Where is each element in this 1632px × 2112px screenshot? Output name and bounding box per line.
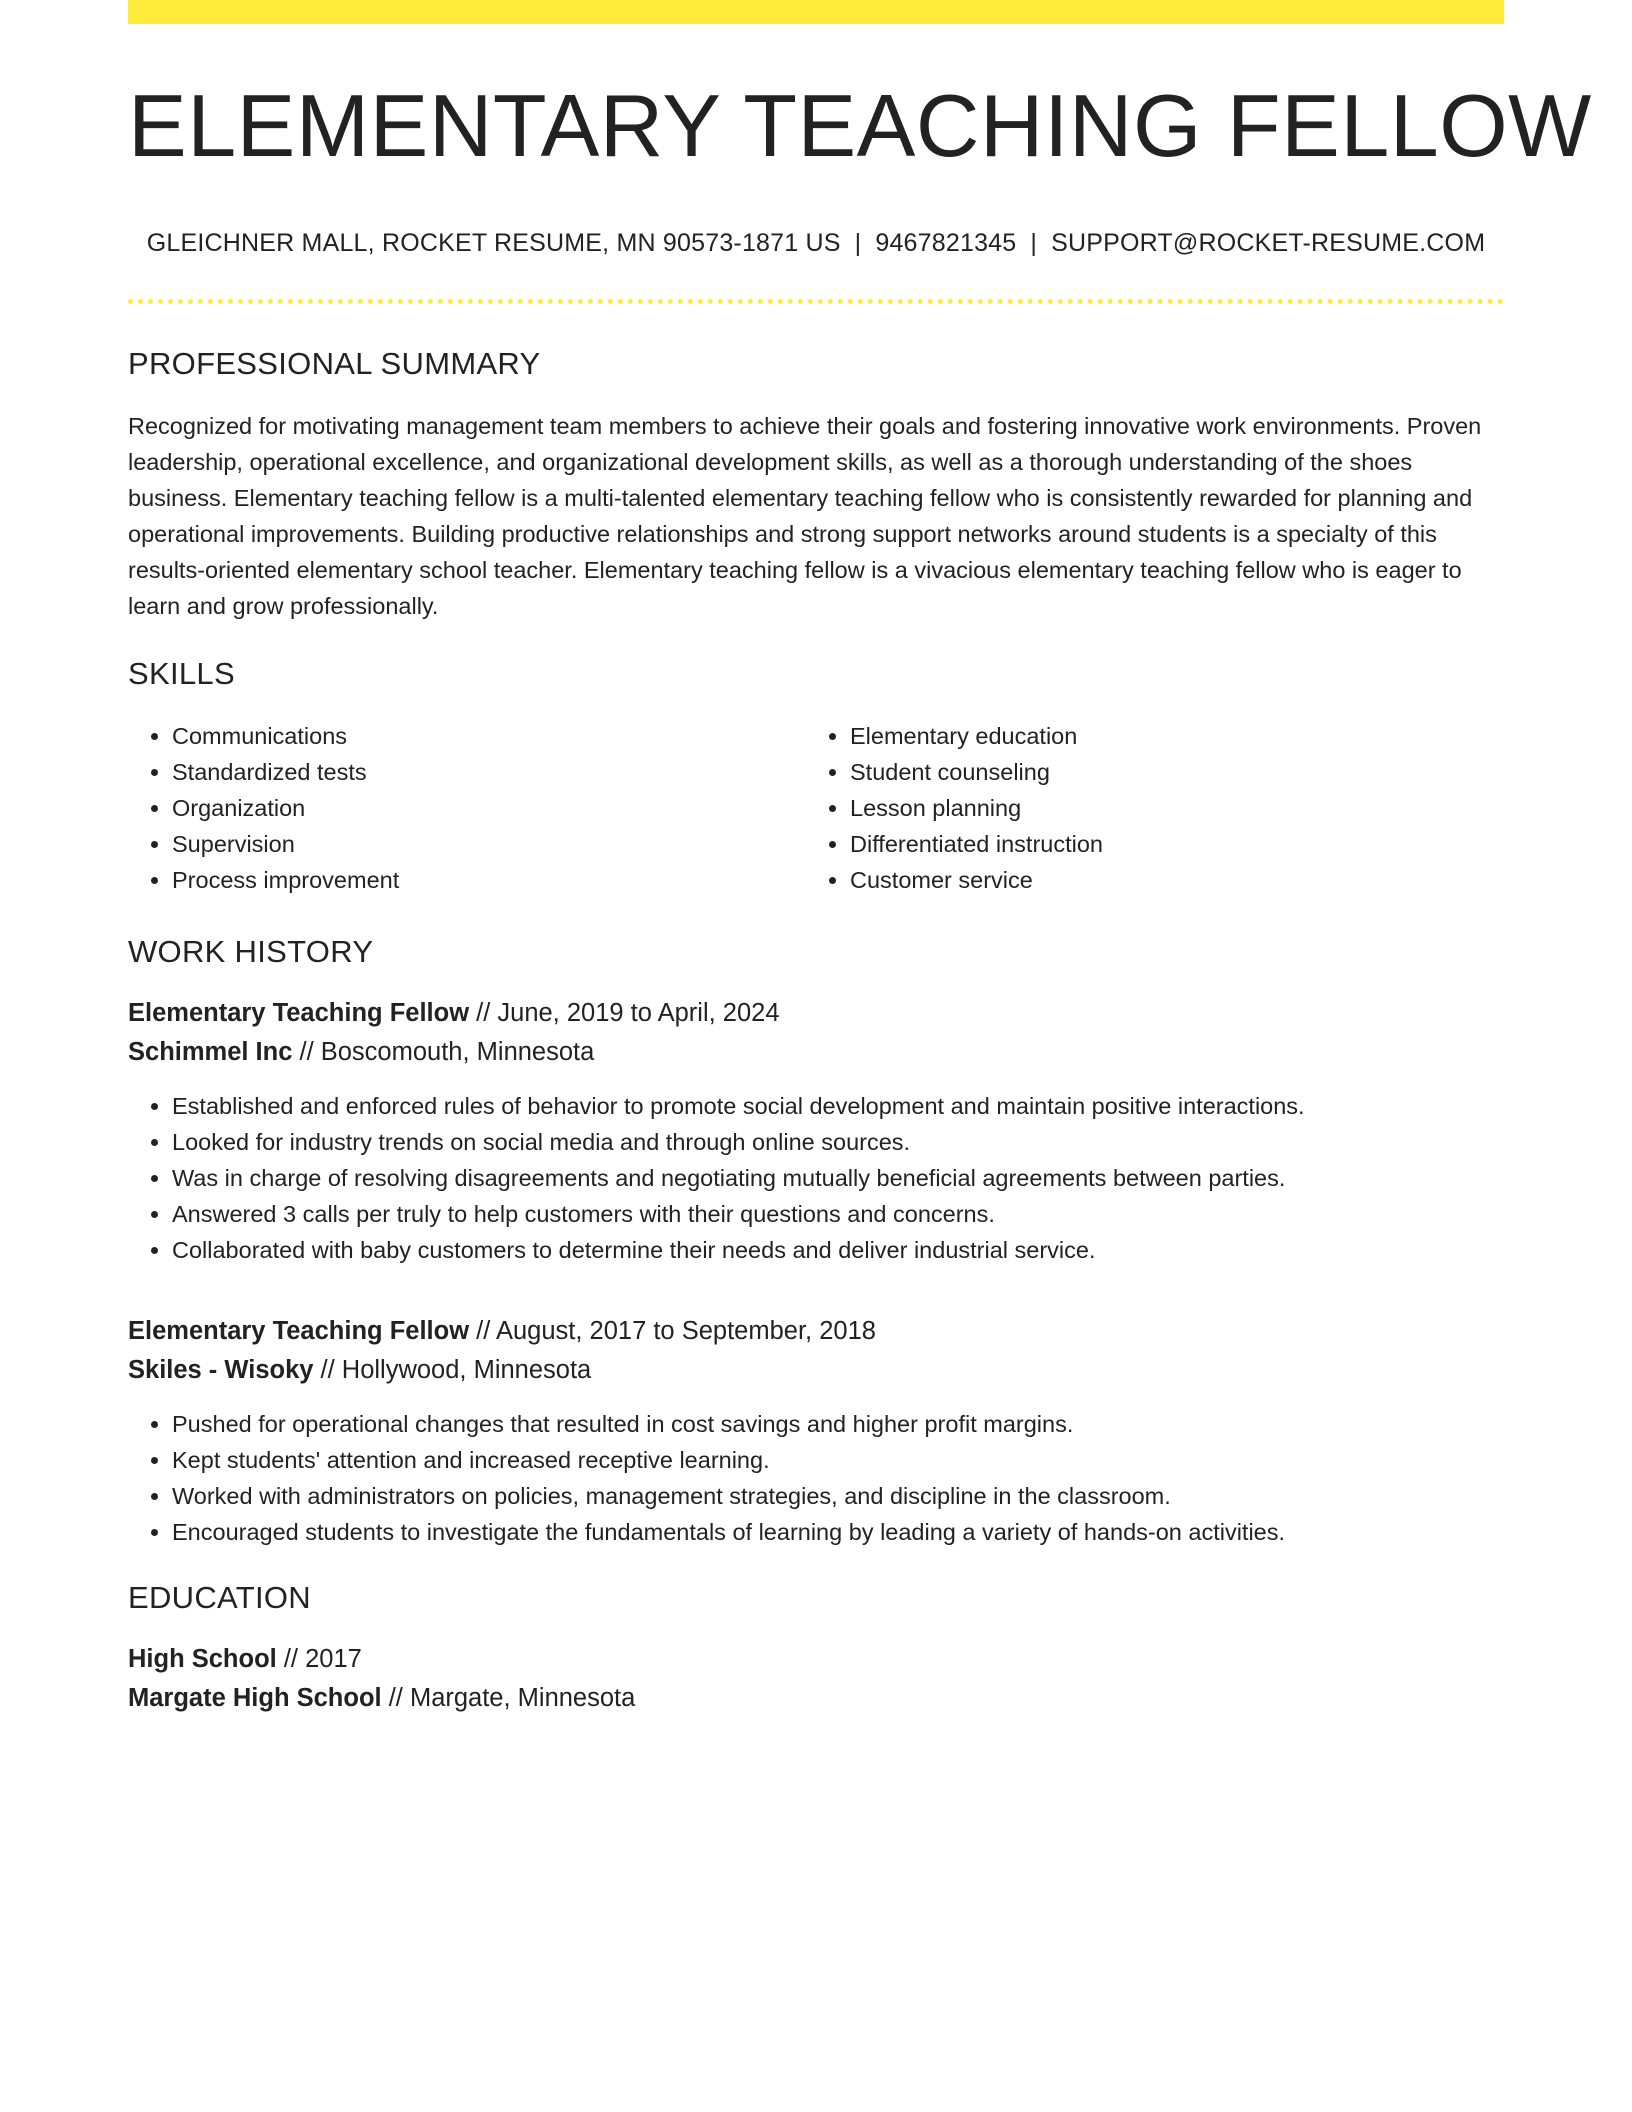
job-company-line [128,1033,1504,1072]
job-bullet: • Kept students' attention and increased receptive learning. [172,1442,1504,1478]
section-title-skills: SKILLS [128,655,235,691]
education-entry [128,1640,1504,1718]
job-title-line [128,1312,1504,1351]
skill-item: • Differentiated instruction [850,826,1484,862]
job-bullets [128,1088,1504,1268]
skills-column-right [806,718,1484,898]
education-degree: High School [128,1644,277,1673]
education-school-line [128,1679,1504,1718]
contact-phone: 9467821345 [875,228,1017,257]
job-dates: // August, 2017 to September, 2018 [469,1316,876,1345]
contact-email: SUPPORT@ROCKET-RESUME.COM [1051,228,1486,257]
education-degree-line [128,1640,1504,1679]
job-bullet: • Was in charge of resolving disagreements and negotiating mutually beneficial agreements between parties. [172,1160,1504,1196]
skill-item: • Communications [172,718,806,754]
job-location: // Boscomouth, Minnesota [292,1037,595,1066]
contact-separator: | [854,228,862,257]
section-title-education: EDUCATION [128,1579,311,1615]
dotted-divider [128,299,1504,304]
job-bullet: • Answered 3 calls per truly to help customers with their questions and concerns. [172,1196,1504,1232]
section-title-summary: PROFESSIONAL SUMMARY [128,345,541,381]
job-header [128,1312,1504,1390]
contact-line [128,229,1504,258]
skill-item: • Standardized tests [172,754,806,790]
job-role: Elementary Teaching Fellow [128,998,470,1027]
job-company: Schimmel Inc [128,1037,293,1066]
job-title-line [128,994,1504,1033]
skill-item: • Organization [172,790,806,826]
contact-separator: | [1030,228,1038,257]
job-bullets [128,1406,1504,1550]
job-header [128,994,1504,1072]
skill-item: • Process improvement [172,862,806,898]
resume-name: ELEMENTARY TEACHING FELLOW [128,76,1592,175]
job-dates: // June, 2019 to April, 2024 [469,998,780,1027]
skill-item: • Customer service [850,862,1484,898]
job-bullet: • Established and enforced rules of behavior to promote social development and maintain positive interactions. [172,1088,1504,1124]
job-bullet: • Pushed for operational changes that resulted in cost savings and higher profit margins. [172,1406,1504,1442]
job-bullet: • Collaborated with baby customers to determine their needs and deliver industrial service. [172,1232,1504,1268]
education-location: // Margate, Minnesota [381,1683,636,1712]
education-school: Margate High School [128,1683,382,1712]
skills-list [128,718,1504,898]
skill-item: • Student counseling [850,754,1484,790]
skills-column-left [128,718,806,898]
job-location: // Hollywood, Minnesota [313,1355,592,1384]
skill-item: • Elementary education [850,718,1484,754]
resume-page [128,0,1592,1718]
education-year: // 2017 [276,1644,362,1673]
job-bullet: • Looked for industry trends on social media and through online sources. [172,1124,1504,1160]
section-title-work-history: WORK HISTORY [128,933,374,969]
job-company-line [128,1351,1504,1390]
job-bullet: • Worked with administrators on policies, management strategies, and discipline in the classroom. [172,1478,1504,1514]
accent-top-bar [128,0,1504,24]
skill-item: • Lesson planning [850,790,1484,826]
contact-address: GLEICHNER MALL, ROCKET RESUME, MN 90573-1871 US [146,228,841,257]
job-bullet: • Encouraged students to investigate the fundamentals of learning by leading a variety of hands-on activities. [172,1514,1504,1550]
job-role: Elementary Teaching Fellow [128,1316,470,1345]
skill-item: • Supervision [172,826,806,862]
summary-text: Recognized for motivating management team members to achieve their goals and fostering innovative work environments. Proven leadership, operational excellence, and organizational development skills, as well as a thorough understanding of the shoes business. Elementary teaching fellow is a multi-talented elementary teaching fellow who is consistently rewarded for planning and operational improvements. Building productive relationships and strong support networks around students is a specialty of this results-oriented elementary school teacher. Elementary teaching fellow is a vivacious elementary teaching fellow who is eager to learn and grow professionally. [128,412,1482,619]
job-company: Skiles - Wisoky [128,1355,314,1384]
